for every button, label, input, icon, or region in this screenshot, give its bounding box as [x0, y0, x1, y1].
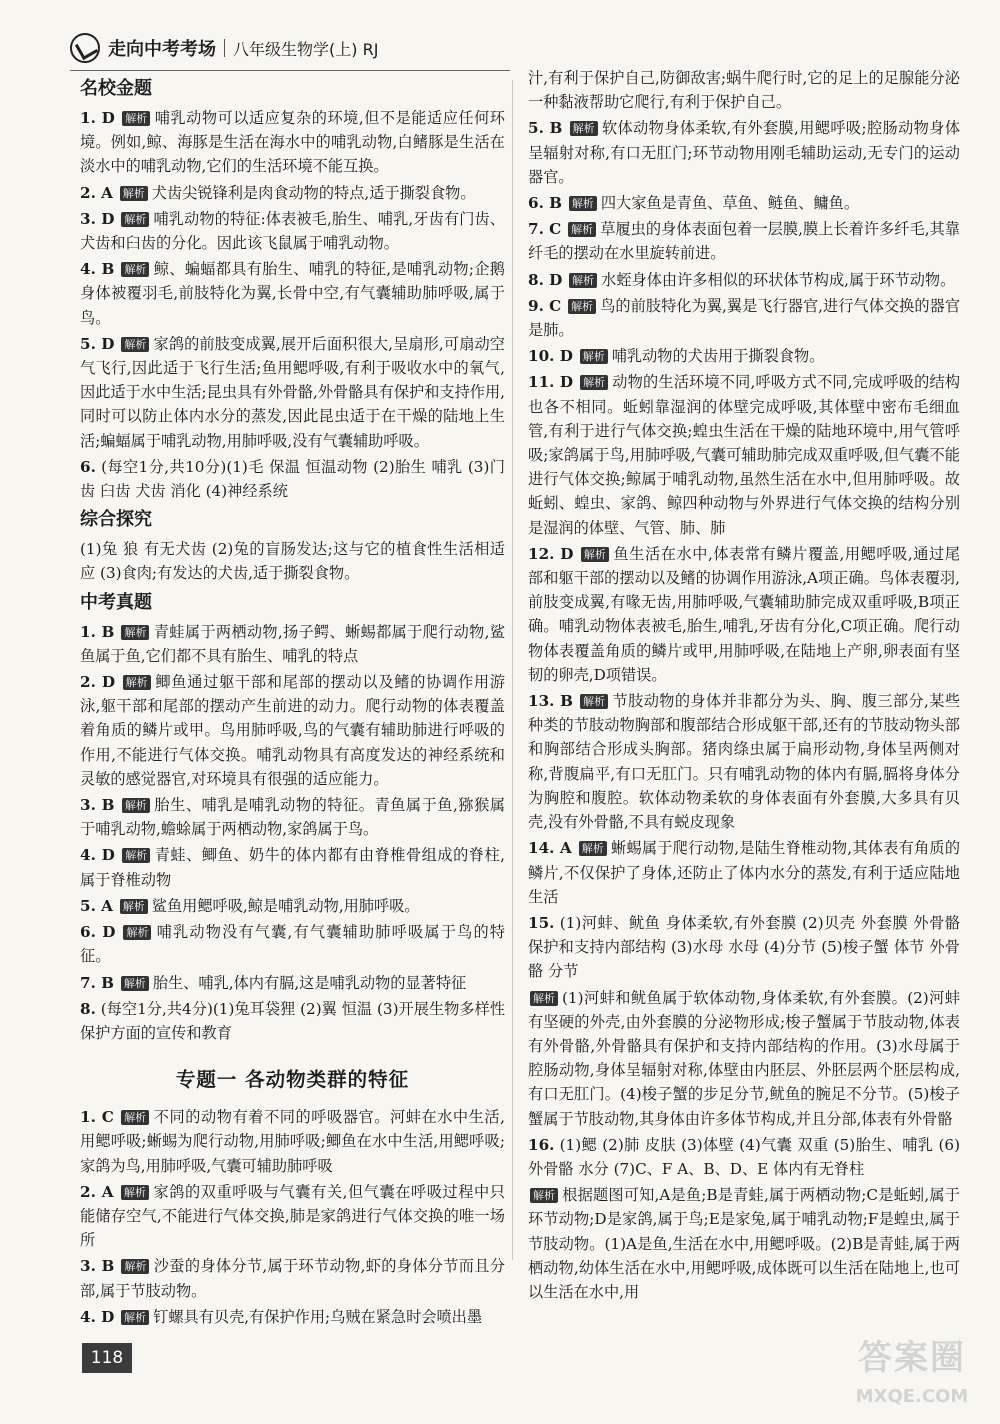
answer-number: 4. D: [80, 846, 115, 865]
answer-item: [80, 894, 505, 918]
answer-item: [80, 670, 505, 791]
answer-number: 2. A: [80, 1182, 114, 1201]
watermark-text: 答案圈: [858, 1338, 966, 1378]
answer-number: 10. D: [528, 347, 573, 366]
analysis-tag: 解析: [530, 1188, 558, 1203]
answer-text: 不同的动物有着不同的呼吸器官。河蚌在水中生活,用鳃呼吸;蜥蜴为爬行动物,用肺呼吸;鲫鱼在水中生活,用鳃呼吸;家鸽为鸟,用肺呼吸,气囊可辅助肺呼吸: [80, 1108, 506, 1175]
answer-text: 鱼生活在水中,体表常有鳞片覆盖,用鳃呼吸,通过尾部和躯干部的摆动以及鳍的协调作用游泳,A项正确。鸟体表覆羽,前肢变成翼,有喙无齿,用肺呼吸,气囊辅助肺完成双重呼吸,B项正确。哺乳动物体表被毛,胎生,哺乳,牙齿有分化,C项正确。爬行动物体表覆盖角质的鳞片或甲,用肺呼吸,在陆地上产卵,卵表面有坚韧的卵壳,D项错误。: [528, 544, 960, 684]
answer-number: 5. D: [80, 334, 115, 353]
answer-text: 鲨鱼用鳃呼吸,鲸是哺乳动物,用肺呼吸。: [151, 896, 420, 915]
answer-item: [528, 116, 960, 189]
watermark-url: MXQE.COM: [855, 1386, 969, 1407]
answer-item: [80, 537, 505, 585]
answer-text: 软体动物身体柔软,有外套膜,用鳃呼吸;腔肠动物身体呈辐射对称,有口无肛门;环节动物用刚毛辅助运动,无专门的运动器官。: [528, 119, 961, 186]
answer-number: 8.: [80, 999, 96, 1018]
analysis-tag: 解析: [122, 798, 150, 813]
analysis-tag: 解析: [569, 196, 597, 211]
answer-item: [80, 455, 505, 503]
answer-number: 5. B: [528, 119, 563, 138]
answer-number: 11. D: [528, 373, 574, 392]
analysis-tag: 解析: [530, 991, 558, 1006]
section-title: 名校金题: [80, 78, 152, 99]
answer-text: 动物的生活环境不同,呼吸方式不同,完成呼吸的结构也各不相同。蚯蚓靠湿润的体壁完成呼吸,其体壁中密布毛细血管,有利于进行气体交换;蝗虫生活在干燥的陆地环境中,用气管呼吸;家鸽属于鸟,用肺呼吸,气囊可辅助肺完成双重呼吸,但气囊不能进行气体交换;鲸属于哺乳动物,虽然生活在水中,但用肺呼吸。故蚯蚓、蝗虫、家鸽、鲸四种动物与外界进行气体交换的结构分别是湿润的体壁、气管、肺、肺: [528, 373, 961, 537]
answer-item: [528, 542, 960, 687]
answer-item: [80, 971, 505, 995]
answer-number: 2. A: [80, 183, 113, 202]
analysis-tag: 解析: [122, 111, 150, 126]
analysis-tag: 解析: [123, 925, 151, 940]
answer-text: 鸟的前肢特化为翼,翼是飞行器官,进行气体交换的器官是肺。: [528, 296, 961, 340]
answer-number: 5. A: [80, 896, 113, 915]
answer-item: [528, 689, 960, 834]
answer-item: [528, 294, 960, 342]
answer-text: 哺乳动物的特征:体表被毛,胎生、哺乳,牙齿有门齿、犬齿和臼齿的分化。因此该飞鼠属于哺乳动物。: [80, 209, 505, 253]
answer-text: 哺乳动物的犬齿用于撕裂食物。: [611, 347, 825, 366]
answer-number: 7. C: [528, 220, 562, 239]
answer-text: 根据题图可知,A是鱼;B是青蛙,属于两栖动物;C是蚯蚓,属于环节动物;D是家鸽,属于鸟;E是家兔,属于哺乳动物;F是蝗虫,属于节肢动物。(1)A是鱼,生活在水中,用鳃呼吸。(2)B是青蛙,属于两栖动物,幼体生活在水中,用鳃呼吸,成体既可以生活在陆地上,也可以生活在水中,用: [528, 1186, 960, 1301]
analysis-tag: 解析: [580, 349, 608, 364]
answer-item: [80, 793, 505, 841]
answer-number: 13. B: [528, 692, 573, 711]
analysis-tag: 解析: [122, 848, 150, 863]
logo-icon: [70, 33, 100, 63]
analysis-tag: 解析: [120, 186, 148, 201]
answer-text: 鲫鱼通过躯干部和尾部的摆动以及鳍的协调作用游泳,躯干部和尾部的摆动产生前进的动力。爬行动物的体表覆盖着角质的鳞片或甲。鸟用肺呼吸,鸟的气囊有辅助肺进行呼吸的作用,不能进行气体交换。哺乳动物具有高度发达的神经系统和灵敏的感觉器官,对环境具有很强的适应能力。: [80, 673, 506, 788]
answer-item: [528, 344, 960, 368]
answer-text: 家鸽的前肢变成翼,展开后面积很大,呈扇形,可扇动空气飞行,因此适于飞行生活;鱼用鳃呼吸,有利于吸收水中的氧气,因此适于水中生活;昆虫具有外骨骼,外骨骼具有保护和支持作用,同时可以防止体内水分的蒸发,因此昆虫适于在干燥的陆地上生活;蝙蝠属于哺乳动物,用肺呼吸,没有气囊辅助呼吸。: [80, 334, 505, 450]
answer-text: (1)兔 狼 有无犬齿 (2)兔的盲肠发达;这与它的植食性生活相适应 (3)食肉;有发达的犬齿,适于撕裂食物。: [80, 540, 505, 583]
answer-item: [528, 217, 960, 265]
analysis-tag: 解析: [580, 375, 608, 390]
answer-number: 4. B: [80, 260, 115, 279]
answer-item: [528, 191, 960, 215]
section-title: 综合探究: [80, 509, 152, 531]
answer-number: 7. B: [80, 973, 114, 992]
analysis-tag: 解析: [121, 212, 149, 227]
answer-text: 钉螺具有贝壳,有保护作用;乌贼在紧急时会喷出墨: [153, 1307, 483, 1326]
answer-number: 2. D: [80, 673, 116, 692]
answer-number: 9. C: [528, 296, 562, 315]
answer-text: 汁,有利于保护自己,防御敌害;蜗牛爬行时,它的足上的足腺能分泌一种黏液帮助它爬行,有利于保护自己。: [528, 69, 960, 112]
answer-text: 四大家鱼是青鱼、草鱼、鲢鱼、鳙鱼。: [600, 194, 859, 213]
answer-text: 胎生、哺乳,体内有膈,这是哺乳动物的显著特征: [152, 973, 467, 992]
answer-text: 鲸、蝙蝠都具有胎生、哺乳的特征,是哺乳动物;企鹅身体被覆羽毛,前肢特化为翼,长骨中空,有气囊辅助肺呼吸,属于鸟。: [80, 260, 505, 327]
answer-item: [80, 1105, 505, 1178]
answer-item: [528, 66, 960, 114]
page-number: 118: [82, 1343, 132, 1373]
answer-number: 8. D: [528, 270, 563, 289]
answer-number: 4. D: [80, 1307, 115, 1326]
answer-text: 草履虫的身体表面包着一层膜,膜上长着许多纤毛,其靠纤毛的摆动在水里旋转前进。: [528, 220, 961, 263]
analysis-tag: 解析: [580, 694, 608, 709]
header-subtitle: 八年级生物学(上) RJ: [233, 39, 379, 59]
answer-item: [80, 1254, 505, 1302]
answer-number: 1. B: [80, 622, 115, 641]
answer-number: 6.: [80, 457, 96, 476]
answer-number: 1. C: [80, 1108, 114, 1127]
answer-item: [80, 997, 505, 1045]
answer-text: 哺乳动物可以适应复杂的环境,但不是能适应任何环境。例如,鲸、海豚是生活在海水中的哺乳动物,白鳍豚是生活在淡水中的哺乳动物,它们的生活环境不能互换。: [80, 109, 505, 176]
analysis-tag: 解析: [570, 121, 598, 136]
answer-item: [80, 843, 505, 891]
answer-item: [528, 1183, 960, 1304]
answer-item: [80, 207, 505, 255]
answer-number: 3. B: [80, 796, 115, 815]
answer-item: [80, 332, 505, 453]
answer-text: 家鸽的双重呼吸与气囊有关,但气囊在呼吸过程中只能储存空气,不能进行气体交换,肺是家鸽进行气体交换的唯一场所: [80, 1182, 505, 1250]
answer-number: 3. B: [80, 1257, 115, 1276]
answer-text: 胎生、哺乳是哺乳动物的特征。青鱼属于鱼,猕猴属于哺乳动物,蟾蜍属于两栖动物,家鸽属于鸟。: [80, 796, 506, 839]
analysis-tag: 解析: [568, 299, 596, 314]
topic-title: 专题一 各动物类群的特征: [175, 1068, 410, 1092]
answer-text: (1)河蚌、鱿鱼 身体柔软,有外套膜 (2)贝壳 外套膜 外骨骼 保护和支持内部结构 (3)水母 水母 (4)分节 (5)梭子蟹 体节 外骨骼 分节: [528, 913, 961, 981]
answer-item: [80, 1305, 505, 1329]
answer-item: [80, 106, 505, 179]
answer-text: 蜥蜴属于爬行动物,是陆生脊椎动物,其体表有角质的鳞片,不仅保护了身体,还防止了体内水分的蒸发,有利于适应陆地生活: [528, 839, 961, 906]
header-rule: [70, 70, 510, 71]
answer-text: 青蛙属于两栖动物,扬子鳄、蜥蜴都属于爬行动物,鲨鱼属于鱼,它们都不具有胎生、哺乳的特点: [80, 622, 506, 665]
answer-text: 水蛭身体由许多相似的环状体节构成,属于环节动物。: [601, 270, 956, 289]
answer-number: 15.: [528, 913, 555, 932]
answer-text: 犬齿尖锐锋利是肉食动物的特点,适于撕裂食物。: [151, 183, 476, 202]
answer-item: [80, 257, 505, 330]
analysis-tag: 解析: [121, 262, 149, 277]
answer-item: [528, 986, 960, 1131]
answer-number: 14. A: [528, 839, 572, 858]
analysis-tag: 解析: [569, 273, 597, 288]
answer-text: (每空1分,共4分)(1)兔耳袋狸 (2)翼 恒温 (3)开展生物多样性保护方面的宣传和教育: [80, 999, 506, 1042]
section-title: 中考真题: [80, 591, 152, 613]
column-divider: [512, 80, 513, 1260]
answer-item: [80, 620, 505, 668]
analysis-tag: 解析: [568, 222, 596, 237]
answer-text: 青蛙、鲫鱼、奶牛的体内都有由脊椎骨组成的脊柱,属于脊椎动物: [80, 846, 505, 889]
answer-item: [528, 268, 960, 292]
answer-item: [528, 836, 960, 909]
answer-number: 1. D: [80, 109, 115, 127]
answer-item: [528, 1133, 960, 1181]
answer-number: 6. D: [80, 923, 116, 942]
answer-text: 沙蚕的身体分节,属于环节动物,虾的身体分节而且分部,属于节肢动物。: [80, 1257, 506, 1300]
page-header: [70, 30, 510, 66]
analysis-tag: 解析: [121, 1310, 149, 1325]
answer-item: [528, 370, 960, 539]
header-separator: [224, 39, 225, 57]
left-column: [80, 72, 505, 1331]
answer-number: 16.: [528, 1135, 555, 1154]
answer-item: [80, 1180, 505, 1253]
answer-item: [80, 920, 505, 968]
analysis-tag: 解析: [123, 675, 151, 690]
analysis-tag: 解析: [581, 547, 609, 562]
answer-number: 6. B: [528, 194, 562, 213]
analysis-tag: 解析: [121, 1259, 149, 1274]
analysis-tag: 解析: [121, 976, 149, 991]
analysis-tag: 解析: [121, 625, 149, 640]
answer-item: [528, 911, 960, 984]
answer-text: (1)鳃 (2)肺 皮肤 (3)体壁 (4)气囊 双重 (5)胎生、哺乳 (6)外骨骼 水分 (7)C、F A、B、D、E 体内有无脊柱: [528, 1135, 960, 1178]
analysis-tag: 解析: [579, 841, 607, 856]
analysis-tag: 解析: [121, 1185, 149, 1200]
analysis-tag: 解析: [121, 337, 149, 352]
answer-text: 节肢动物的身体并非都分为头、胸、腹三部分,某些种类的节肢动物胸部和腹部结合形成躯干部,还有的节肢动物头部和胸部结合形成头胸部。猪肉绦虫属于扁形动物,身体呈两侧对称,背腹扁平,有口无肛门。只有哺乳动物的体内有膈,膈将身体分为胸腔和腹腔。软体动物柔软的身体表面有外套膜,大多具有贝壳,没有外骨骼,不具有蜕皮现象: [528, 692, 961, 832]
answer-number: 3. D: [80, 209, 115, 228]
analysis-tag: 解析: [121, 1110, 149, 1125]
header-brand: 走向中考考场: [108, 39, 216, 60]
watermark: [832, 1332, 992, 1420]
answer-text: 哺乳动物没有气囊,有气囊辅助肺呼吸属于鸟的特征。: [80, 923, 505, 966]
answer-number: 12. D: [528, 544, 574, 563]
answer-text: (1)河蚌和鱿鱼属于软体动物,身体柔软,有外套膜。(2)河蚌有坚硬的外壳,由外套膜的分泌物形成;梭子蟹属于节肢动物,体表有外骨骼,外骨骼具有保护和支持内部结构的作用。(3)水母属于腔肠动物,身体呈辐射对称,体壁由内胚层、外胚层两个胚层构成,有口无肛门。(4)梭子蟹的步足分节,鱿鱼的腕足不分节。(5)梭子蟹属于节肢动物,其身体由许多体节构成,并且分部,体表有外骨骼: [528, 988, 960, 1128]
right-column: [528, 66, 960, 1306]
analysis-tag: 解析: [120, 899, 148, 914]
answer-text: (每空1分,共10分)(1)毛 保温 恒温动物 (2)胎生 哺乳 (3)门齿 臼齿 犬齿 消化 (4)神经系统: [80, 457, 505, 501]
answer-item: [80, 181, 505, 205]
